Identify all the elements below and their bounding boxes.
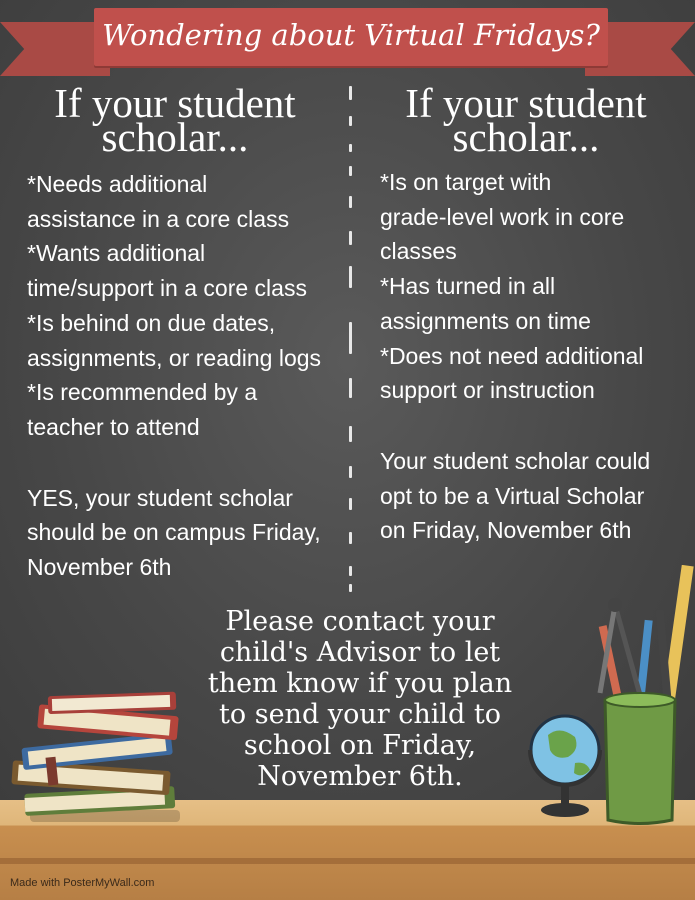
list-item: support or instruction xyxy=(380,377,595,404)
list-item: *Has turned in all xyxy=(380,273,556,300)
right-column-heading xyxy=(371,80,681,160)
result-line: YES, your student scholar xyxy=(27,484,293,511)
compass-icon xyxy=(600,598,640,695)
pencil-cup-icon xyxy=(520,565,695,830)
left-heading-line-2: scholar... xyxy=(101,114,249,160)
list-item: assistance in a core class xyxy=(27,205,290,232)
list-item: assignments on time xyxy=(380,307,591,334)
cta-line: to send your child to xyxy=(219,699,501,730)
cta-line: November 6th. xyxy=(257,761,463,792)
result-line: November 6th xyxy=(27,554,172,581)
right-heading-line-2: scholar... xyxy=(452,114,600,160)
cta-line: child's Advisor to let xyxy=(219,637,501,668)
list-item: *Is on target with xyxy=(380,169,552,195)
left-criteria-list xyxy=(27,167,349,585)
globe-icon xyxy=(530,716,600,817)
cta-line: them know if you plan xyxy=(207,668,513,699)
left-column-heading xyxy=(20,80,330,160)
cta-line: school on Friday, xyxy=(243,730,477,761)
list-item: time/support in a core class xyxy=(27,275,307,302)
right-heading-line-1: If your student xyxy=(405,80,647,126)
list-item: *Does not need additional xyxy=(380,342,644,369)
shelf-edge xyxy=(0,858,695,864)
list-item: teacher to attend xyxy=(27,413,200,440)
title-banner xyxy=(94,8,608,66)
list-item: *Wants additional xyxy=(27,240,206,267)
left-heading-line-1: If your student xyxy=(54,80,296,126)
right-criteria-list xyxy=(380,165,680,548)
result-line: on Friday, November 6th xyxy=(380,517,632,544)
result-line: should be on campus Friday, xyxy=(27,519,321,546)
list-item: assignments, or reading logs xyxy=(27,344,322,371)
result-line: Your student scholar could xyxy=(380,447,651,474)
list-item: grade-level work in core xyxy=(380,203,625,230)
cta-line: Please contact your xyxy=(225,606,495,637)
poster-credit: Made with PosterMyWall.com xyxy=(10,877,155,889)
result-line: opt to be a Virtual Scholar xyxy=(380,482,645,509)
list-item: classes xyxy=(380,238,457,265)
contact-advisor-message xyxy=(175,606,545,792)
poster-title: Wondering about Virtual Fridays? xyxy=(102,18,600,52)
list-item: *Is behind on due dates, xyxy=(27,309,276,336)
list-item: *Needs additional xyxy=(27,171,208,197)
stacked-books-icon xyxy=(0,690,185,830)
list-item: *Is recommended by a xyxy=(27,379,258,406)
